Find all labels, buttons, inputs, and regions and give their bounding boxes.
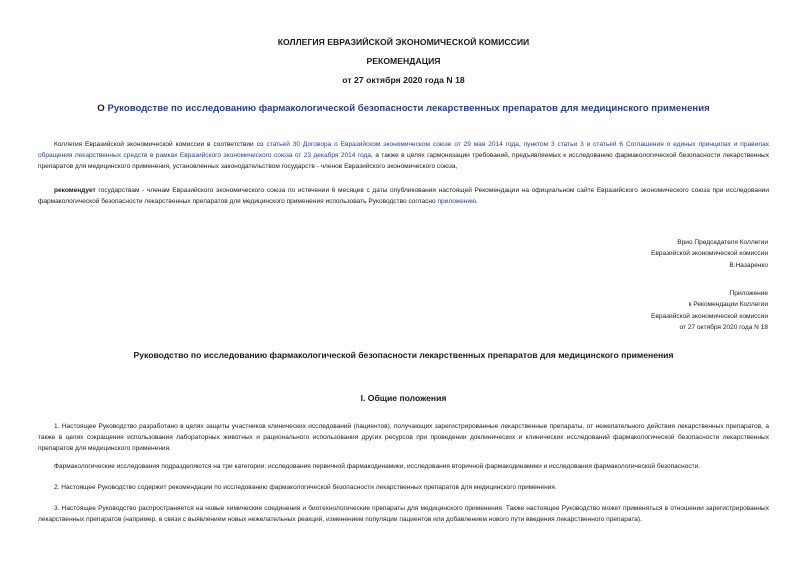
signature-block [651,237,768,271]
doc-type-heading: РЕКОМЕНДАЦИЯ [366,56,441,66]
appendix-line-3: Евразийской экономической комиссии [650,312,768,320]
guide-paragraph-3 [38,482,769,493]
org-heading: КОЛЛЕГИЯ ЕВРАЗИЙСКОЙ ЭКОНОМИЧЕСКОЙ КОМИССИИ [277,37,530,47]
guide-paragraph-4 [38,503,769,525]
appendix-line-2: к Рекомендации Коллегии [688,301,768,309]
recommends-keyword: рекомендует [54,187,96,194]
preamble2-text-end: . [476,198,478,206]
signature-line-1: Врио Председателя Коллегии [677,239,768,246]
guide-paragraph-2-text: Фармакологические исследования подразделяются на три категории: исследования первичной фармакодинамики, исследования вторичной фармакодинамики и исследования фармакологической безопасности. [54,463,701,470]
appendix-line-4: от 27 октября 2020 года N 18 [679,323,768,331]
link-agreement-medicines[interactable]: пунктом 3 статьи 3 и статьей 6 Соглашения о единых принципах и правилах обращения лекарственных средств в рамках Евразийского экономического союза от 23 декабря 2014 года [38,141,770,160]
guide-paragraph-3-text: 2. Настоящее Руководство содержит рекомендации по исследованию фармакологической безопасности лекарственных препаратов для медицинского применения. [54,484,557,491]
preamble-paragraph-1 [38,139,769,173]
guide-paragraph-2 [38,461,769,472]
doc-title-link[interactable]: Руководстве по исследованию фармакологической безопасности лекарственных препаратов для медицинского применения [107,103,710,114]
signature-name: В.Назаренко [729,261,768,269]
guide-paragraph-1-text: 1. Настоящее Руководство разработано в целях защиты участников клинических исследований (пациентов), получающих зарегистрированные лекарственные препараты, от нежелательного действия лекарственных препаратов, а также в целях сокращения использования лабораторных животных и рационального использования других ресурсов при проведении доклинических и клинических исследований фармакологической безопасности лекарственных препаратов для медицинского применения. [38,423,769,453]
preamble-text-a: Коллегия Евразийской экономической комиссии в соответствии со [54,141,267,148]
doc-title [0,103,807,114]
signature-line-2: Евразийской экономической комиссии [650,250,768,258]
link-article-30-treaty[interactable]: статьей 30 Договора о Евразийском экономическом союзе от 29 мая 2014 года [266,141,519,148]
preamble2-text-a: государствам - членам Евразийского экономического союза по истечении 6 месяцев с даты опубликования настоящей Рекомендации на официальном сайте Евразийского экономического союза при исследовании фармакологической безопасности лекарственных препаратов для медицинского применения использовать Руководство согласно [38,187,769,206]
preamble-text-c: , а также в целях гармонизации требований, предъявляемых к исследованию фармакологической безопасности лекарственных препаратов для медицинского применения, установленных законодательством государств - членов Евразийского экономического союза, [38,152,769,171]
guide-paragraph-4-text: 3. Настоящее Руководство распространяется на новые химические соединения и биотехнологические препараты для медицинского применения. Также настоящее Руководство может применяться в отношении зарегистрированных лекарственных препаратов (например, в связи с выявлением новых нежелательных реакций, изменением популяции пациентов или добавлением нового пути введения лекарственного препарата). [38,505,769,524]
preamble-paragraph-2 [38,185,769,207]
appendix-line-1: Приложение [729,290,768,297]
doc-date: от 27 октября 2020 года N 18 [342,75,465,85]
link-appendix[interactable]: приложению [437,198,476,206]
section-title: I. Общие положения [360,393,447,403]
appendix-block [651,288,768,333]
preamble-text-b: , [518,141,524,148]
guide-paragraph-1 [38,421,769,455]
guide-title: Руководство по исследованию фармакологической безопасности лекарственных препаратов для медицинского применения [133,350,674,360]
doc-title-prefix: О [97,103,108,114]
